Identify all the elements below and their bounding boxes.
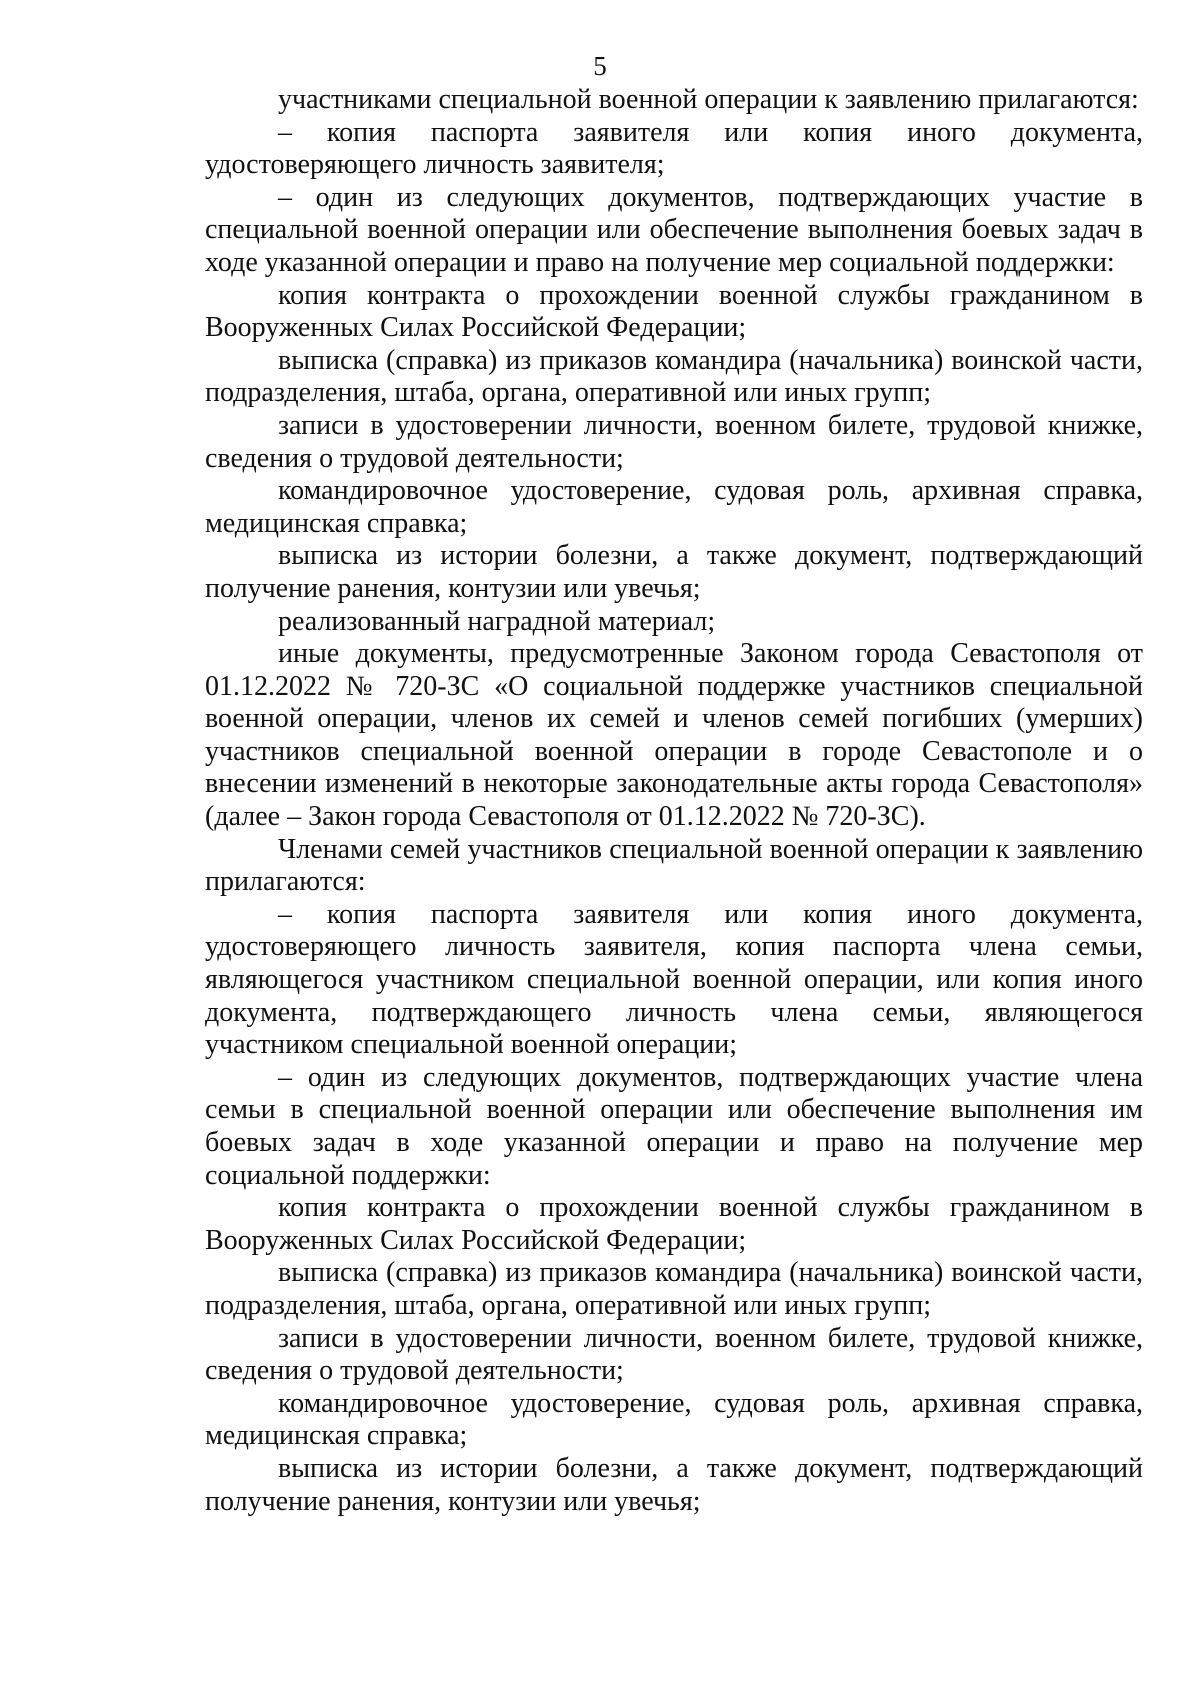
paragraph: копия контракта о прохождении военной службы гражданином в Вооруженных Силах Российской Федерации; [205, 1192, 1143, 1256]
paragraph: командировочное удостоверение, судовая роль, архивная справка, медицинская справка; [205, 1387, 1143, 1452]
paragraph: иные документы, предусмотренные Законом города Севастополя от 01.12.2022 № 720-ЗС «О социальной поддержке участников специальной военной операции, членов их семей и членов семей погибших (умерших) участников специальной военной операции в городе Севастополе и о внесении изменений в некоторые законодательные акты города Севастополя» (далее – Закон города Севастополя от 01.12.2022 № 720-ЗС). [205, 638, 1143, 833]
page-number: 5 [593, 51, 607, 81]
paragraph: выписка из истории болезни, а также документ, подтверждающий получение ранения, контузии или увечья; [205, 540, 1143, 604]
paragraph: – копия паспорта заявителя или копия иного документа, удостоверяющего личность заявителя, копия паспорта члена семьи, являющегося участником специальной военной операции, или копия иного документа, подтверждающего личность члена семьи, являющегося участником специальной военной операции; [205, 898, 1143, 1061]
paragraph: выписка из истории болезни, а также документ, подтверждающий получение ранения, контузии или увечья; [205, 1452, 1143, 1517]
paragraph: – один из следующих документов, подтверждающих участие в специальной военной операции или обеспечение выполнения боевых задач в ходе указанной операции и право на получение мер социальной поддержки: [205, 181, 1143, 278]
paragraph: участниками специальной военной операции к заявлению прилагаются: [278, 84, 1139, 115]
paragraph: выписка (справка) из приказов командира (начальника) воинской части, подразделения, штаба, органа, оперативной или иных групп; [205, 1257, 1143, 1321]
paragraph: выписка (справка) из приказов командира (начальника) воинской части, подразделения, штаба, органа, оперативной или иных групп; [205, 344, 1143, 409]
paragraph: – один из следующих документов, подтверждающих участие члена семьи в специальной военной операции или обеспечение выполнения им боевых задач в ходе указанной операции и право на получение мер социальной поддержки: [205, 1061, 1143, 1191]
paragraph: записи в удостоверении личности, военном билете, трудовой книжке, сведения о трудовой деятельности; [205, 1322, 1143, 1387]
document-body [205, 84, 1143, 1518]
paragraph: записи в удостоверении личности, военном билете, трудовой книжке, сведения о трудовой деятельности; [205, 409, 1143, 474]
paragraph: – копия паспорта заявителя или копия иного документа, удостоверяющего личность заявителя; [205, 116, 1143, 181]
paragraph: реализованный наградной материал; [278, 605, 716, 637]
paragraph: Членами семей участников специальной военной операции к заявлению прилагаются: [205, 833, 1143, 898]
paragraph: копия контракта о прохождении военной службы гражданином в Вооруженных Силах Российской Федерации; [205, 279, 1143, 344]
paragraph: командировочное удостоверение, судовая роль, архивная справка, медицинская справка; [205, 475, 1143, 539]
